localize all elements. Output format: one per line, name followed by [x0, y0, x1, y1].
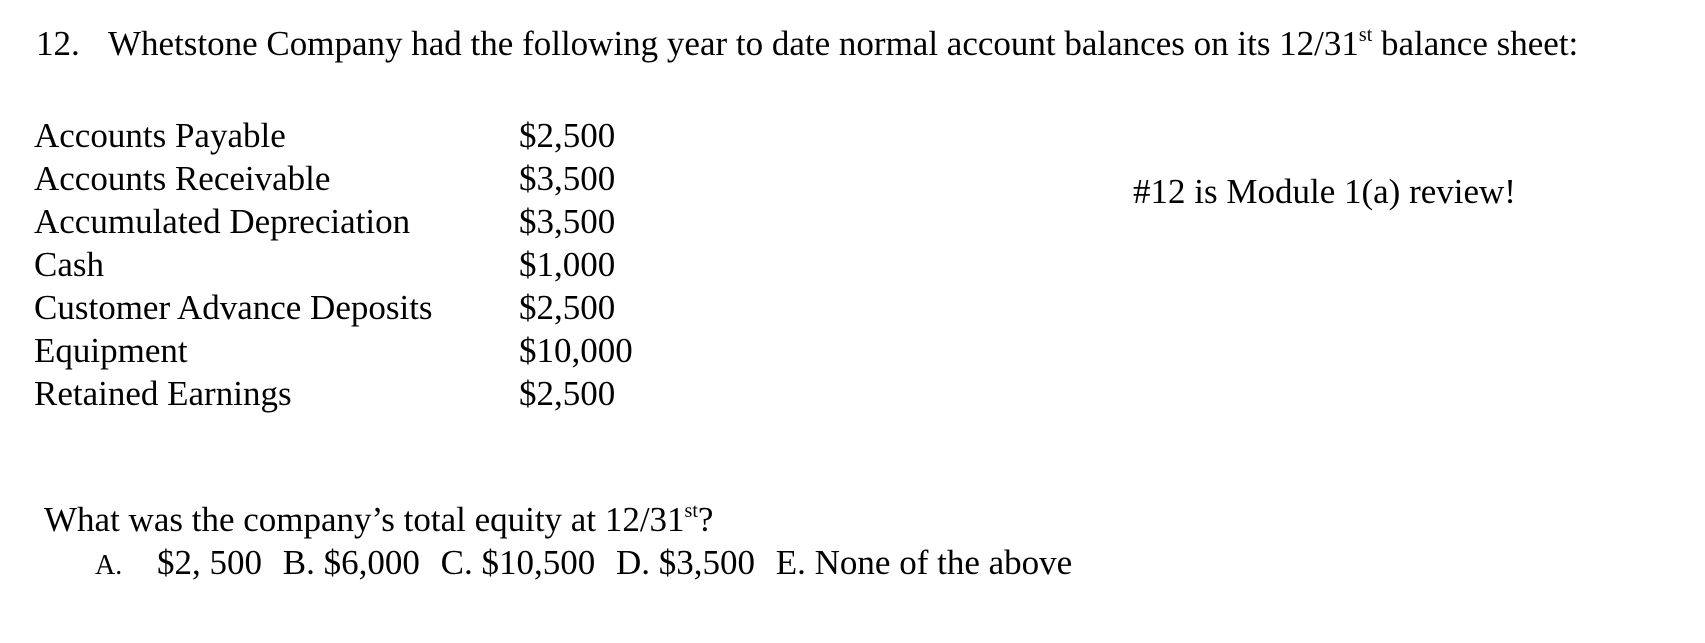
answer-choices [95, 543, 1084, 583]
choice-a-letter: A. [95, 550, 123, 581]
account-amount: $10,000 [519, 331, 633, 370]
question-text: Whetstone Company had the following year to date normal account balances on its 12/31 [108, 24, 1359, 63]
choice-d: D. $3,500 [615, 543, 755, 582]
account-name: Accounts Payable [34, 116, 286, 155]
balance-row [34, 157, 633, 200]
balance-row [34, 200, 633, 243]
choice-e: E. None of the above [775, 543, 1073, 582]
account-name: Customer Advance Deposits [34, 288, 433, 327]
account-amount: $2,500 [519, 374, 616, 413]
balance-row [34, 372, 633, 415]
balance-row [34, 114, 633, 157]
choice-c: C. $10,500 [440, 543, 596, 582]
account-name: Equipment [34, 331, 188, 370]
account-name: Retained Earnings [34, 374, 292, 413]
account-name: Cash [34, 245, 104, 284]
account-amount: $1,000 [519, 245, 616, 284]
question-text-end: balance sheet: [1372, 24, 1579, 63]
question-heading [36, 24, 1578, 64]
prompt-text-end: ? [697, 500, 714, 539]
account-amount: $2,500 [519, 288, 616, 327]
account-amount: $3,500 [519, 202, 616, 241]
balance-row [34, 286, 633, 329]
account-amount: $3,500 [519, 159, 616, 198]
review-note: #12 is Module 1(a) review! [1133, 172, 1516, 211]
balance-row [34, 329, 633, 372]
choice-a-value: $2, 500 [157, 543, 262, 582]
choice-b: B. $6,000 [282, 543, 420, 582]
prompt-text: What was the company’s total equity at 12/31 [44, 500, 685, 539]
account-balances-list [34, 114, 633, 415]
account-name: Accumulated Depreciation [34, 202, 411, 241]
question-superscript: st [1358, 24, 1373, 46]
question-number: 12. [36, 24, 80, 63]
account-amount: $2,500 [519, 116, 616, 155]
account-name: Accounts Receivable [34, 159, 331, 198]
prompt-superscript: st [684, 500, 698, 522]
question-prompt [44, 500, 713, 540]
balance-row [34, 243, 633, 286]
